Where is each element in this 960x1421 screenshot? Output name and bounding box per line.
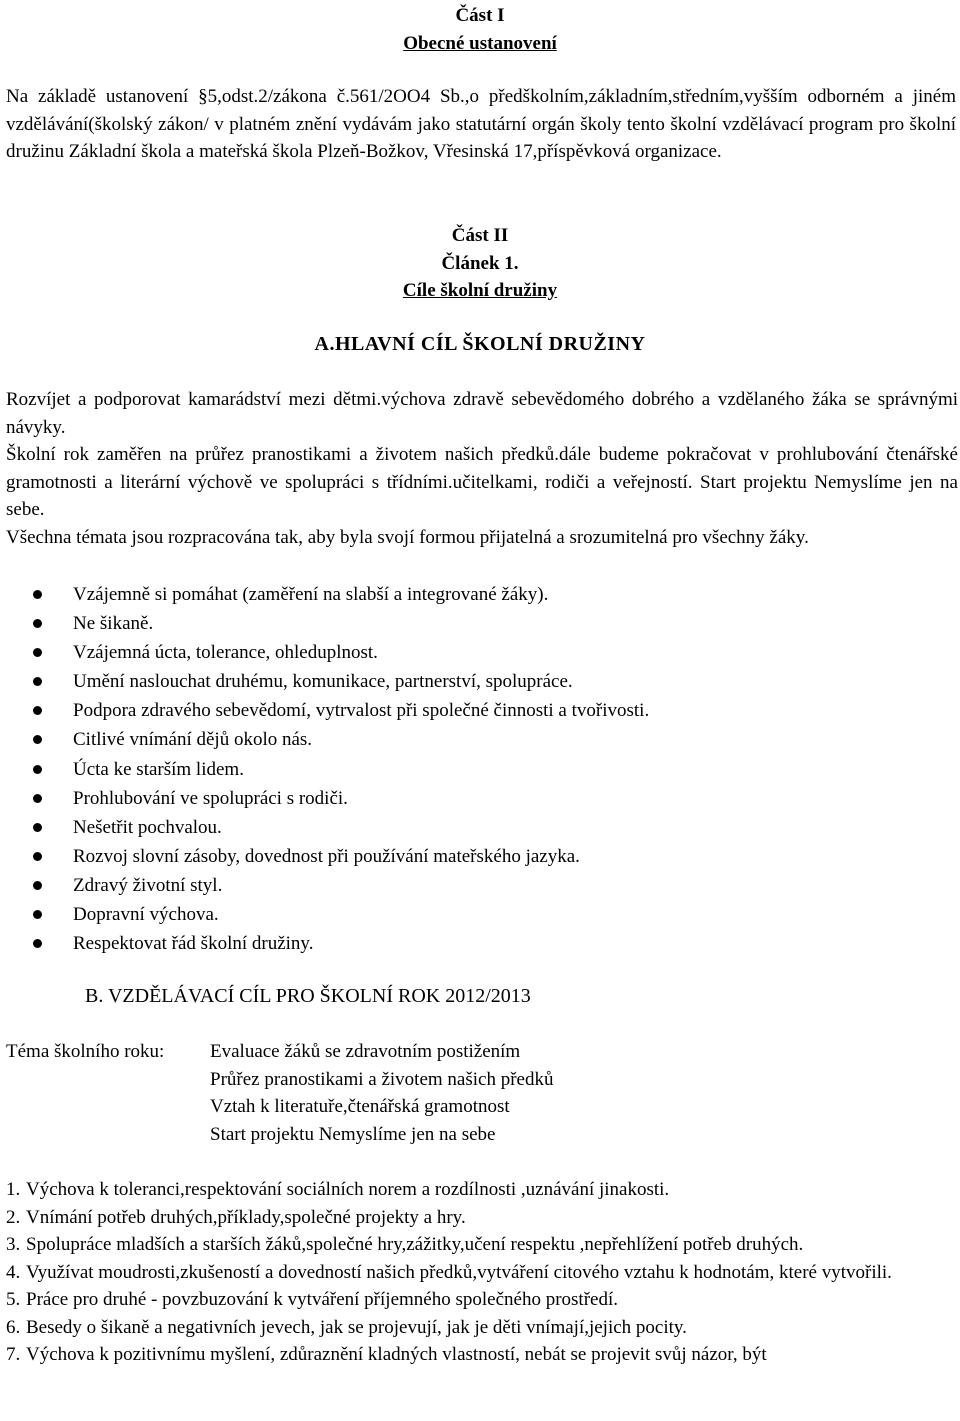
goal-number: 2. (6, 1206, 21, 1228)
edu-goals-list (6, 1176, 956, 1369)
theme-items (210, 1038, 553, 1148)
paragraph: Rozvíjet a podporovat kamarádství mezi dětmi.výchova zdravě sebevědomého dobrého a vzdělaného žáka se správnými návyky. (6, 389, 958, 438)
goal-text: Spolupráce mladších a starších žáků,společné hry,zážitky,učení respektu ,nepřehlížení potřeb druhých. (26, 1234, 804, 1255)
edu-goal-heading: B. VZDĚLÁVACÍ CÍL PRO ŠKOLNÍ ROK 2012/2013 (85, 985, 531, 1007)
goal-text: Besedy o šikaně a negativních jevech, jak se projevují, jak je děti vnímají,jejich pocity. (26, 1316, 687, 1338)
bullet-text: Zdravý životní styl. (73, 874, 223, 896)
bullet-item (0, 609, 960, 638)
goal-item (6, 1259, 956, 1287)
bullet-item (0, 871, 960, 900)
theme-item: Start projektu Nemyslíme jen na sebe (210, 1123, 496, 1145)
part1-subtitle: Obecné ustanovení (403, 32, 557, 54)
goal-number: 5. (6, 1289, 21, 1310)
goal-text: Využívat moudrosti,zkušeností a dovedností našich předků,vytváření citového vztahu k hodnotám, které vytvořili. (26, 1261, 892, 1283)
part1-title: Část I (455, 5, 505, 26)
bullet-text: Prohlubování ve spolupráci s rodiči. (73, 787, 348, 809)
bullet-icon (33, 852, 42, 861)
bullet-item (0, 929, 960, 958)
goal-number: 6. (6, 1316, 21, 1338)
bullet-icon (33, 910, 42, 919)
part2-heading (0, 222, 960, 305)
bullet-item (0, 725, 960, 754)
bullet-text: Podpora zdravého sebevědomí, vytrvalost při společné činnosti a tvořivosti. (73, 700, 650, 722)
bullet-text: Úcta ke starším lidem. (73, 758, 244, 780)
goal-item (6, 1341, 956, 1369)
bullet-icon (33, 677, 42, 686)
goal-number: 4. (6, 1261, 21, 1283)
goal-number: 1. (6, 1179, 21, 1200)
bullet-item (0, 580, 960, 609)
bullet-icon (33, 881, 42, 890)
bullet-item (0, 638, 960, 667)
goal-item (6, 1176, 956, 1204)
bullet-item (0, 696, 960, 725)
goal-item (6, 1286, 956, 1314)
bullet-text: Vzájemná úcta, tolerance, ohleduplnost. (73, 642, 378, 664)
bullet-text: Rozvoj slovní zásoby, dovednost při používání mateřského jazyka. (73, 845, 580, 867)
theme-item: Vztah k literatuře,čtenářská gramotnost (210, 1096, 510, 1117)
goal-number: 3. (6, 1234, 21, 1255)
theme-item: Průřez pranostikami a životem našich předků (210, 1068, 554, 1090)
bullet-icon (33, 939, 42, 948)
bullet-item (0, 813, 960, 842)
goal-item (6, 1231, 956, 1259)
bullet-text: Vzájemně si pomáhat (zaměření na slabší a integrované žáky). (73, 584, 549, 605)
intro-paragraph: Na základě ustanovení §5,odst.2/zákona č.561/2OO4 Sb.,o předškolním,základním,středním,vyšším odborném a jiném vzdělávání(školský zákon/ v platném znění vydávám jako statutární orgán školy tento školní vzdělávací program pro školní družinu Základní škola a mateřská škola Plzeň-Božkov, Vřesinská 17,příspěvková organizace. (6, 86, 956, 162)
paragraph: Školní rok zaměřen na průřez pranostikami a životem našich předků.dále budeme pokračovat v prohlubování čtenářské gramotnosti a literární výchově ve spolupráci s třídními.učitelkami, rodiči a veřejností. Start projektu Nemyslíme jen na sebe. (6, 444, 958, 520)
bullet-icon (33, 619, 42, 628)
part2-title: Část II (451, 225, 509, 246)
goal-text: Práce pro druhé - povzbuzování k vytváření příjemného společného prostředí. (26, 1289, 618, 1310)
bullet-text: Dopravní výchova. (73, 904, 219, 926)
goal-item (6, 1204, 956, 1232)
main-goal-text (6, 386, 958, 551)
goal-text: Vnímání potřeb druhých,příklady,společné projekty a hry. (26, 1206, 466, 1228)
bullet-icon (33, 590, 42, 599)
main-goal-heading: A.HLAVNÍ CÍL ŠKOLNÍ DRUŽINY (314, 333, 646, 355)
bullet-icon (33, 648, 42, 657)
bullet-text: Ne šikaně. (73, 613, 154, 635)
bullet-icon (33, 706, 42, 715)
bullet-item (0, 842, 960, 871)
bullet-icon (33, 765, 42, 774)
theme-item: Evaluace žáků se zdravotním postižením (210, 1041, 521, 1062)
bullet-item (0, 755, 960, 784)
goal-number: 7. (6, 1344, 21, 1365)
goal-text: Výchova k pozitivnímu myšlení, zdůraznění kladných vlastností, nebát se projevit svůj názor, být (26, 1344, 767, 1365)
paragraph: Všechna témata jsou rozpracována tak, aby byla svojí formou přijatelná a srozumitelná pro všechny žáky. (6, 526, 809, 548)
article-heading: Cíle školní družiny (402, 280, 558, 301)
bullet-item (0, 667, 960, 696)
bullet-icon (33, 794, 42, 803)
bullet-text: Citlivé vnímání dějů okolo nás. (73, 729, 313, 751)
bullet-text: Respektovat řád školní družiny. (73, 933, 314, 955)
bullet-item (0, 784, 960, 813)
bullet-icon (33, 823, 42, 832)
part1-heading (0, 2, 960, 57)
article-number: Článek 1. (441, 252, 519, 274)
bullet-icon (33, 735, 42, 744)
bullet-text: Nešetřit pochvalou. (73, 816, 222, 838)
goal-text: Výchova k toleranci,respektování sociálních norem a rozdílnosti ,uznávání jinakosti. (26, 1179, 670, 1200)
goals-bullet-list (0, 580, 960, 958)
theme-label: Téma školního roku: (6, 1041, 165, 1062)
bullet-item (0, 900, 960, 929)
bullet-text: Umění naslouchat druhému, komunikace, partnerství, spolupráce. (73, 671, 573, 693)
goal-item (6, 1314, 956, 1342)
